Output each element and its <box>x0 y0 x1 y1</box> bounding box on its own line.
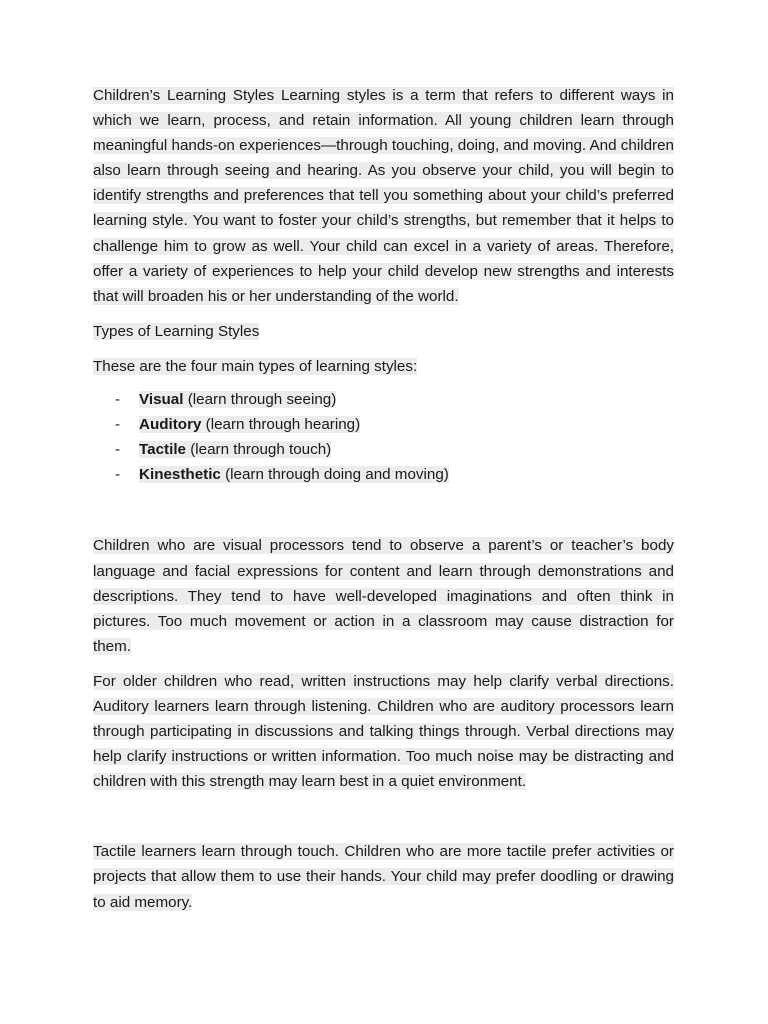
style-description: (learn through touch) <box>186 441 332 459</box>
learning-styles-list <box>93 387 674 487</box>
visual-paragraph <box>93 533 674 658</box>
style-name: Auditory <box>139 416 202 434</box>
intro-paragraph-text: Children’s Learning Styles Learning styles is a term that refers to different ways in which we learn, process, and retain information. All young children learn through meaningful hands-on experiences—through touching, doing, and moving. And children also learn through seeing and hearing. As you observe your child, you will begin to identify strengths and preferences that tell you something about your child’s preferred learning style. You want to foster your child’s strengths, but remember that it helps to challenge him to grow as well. Your child can excel in a variety of areas. Therefore, offer a variety of experiences to help your child develop new strengths and interests that will broaden his or her understanding of the world. <box>93 87 674 305</box>
list-item-tactile <box>93 437 674 462</box>
style-name: Kinesthetic <box>139 466 221 484</box>
list-intro-text: These are the four main types of learning styles: <box>93 357 418 375</box>
list-item-kinesthetic <box>93 462 674 487</box>
tactile-paragraph-text: Tactile learners learn through touch. Children who are more tactile prefer activities or projects that allow them to use their hands. Your child may prefer doodling or drawing to aid memory. <box>93 843 674 911</box>
visual-paragraph-text: Children who are visual processors tend to observe a parent’s or teacher’s body language and facial expressions for content and learn through demonstrations and descriptions. They tend to have well-developed imaginations and often think in pictures. Too much movement or action in a classroom may cause distraction for them. <box>93 537 674 655</box>
style-description: (learn through seeing) <box>183 391 337 409</box>
list-bullet: - <box>115 441 121 459</box>
list-bullet: - <box>115 416 121 434</box>
list-bullet: - <box>115 391 121 409</box>
auditory-paragraph <box>93 669 674 794</box>
section-heading <box>93 319 674 344</box>
list-bullet: - <box>115 466 121 484</box>
list-intro <box>93 354 674 379</box>
style-description: (learn through hearing) <box>201 416 361 434</box>
style-name: Tactile <box>139 441 186 459</box>
tactile-paragraph <box>93 839 674 914</box>
document-page <box>93 83 674 915</box>
list-item-auditory <box>93 412 674 437</box>
section-heading-text: Types of Learning Styles <box>93 322 260 340</box>
auditory-paragraph-text: For older children who read, written instructions may help clarify verbal directions. Auditory learners learn through listening. Children who are auditory processors learn through participating in discussions and talking things through. Verbal directions may help clarify instructions or written information. Too much noise may be distracting and children with this strength may learn best in a quiet environment. <box>93 672 674 791</box>
list-item-visual <box>93 387 674 412</box>
style-name: Visual <box>139 391 184 409</box>
style-description: (learn through doing and moving) <box>220 466 449 484</box>
intro-paragraph <box>93 83 674 309</box>
